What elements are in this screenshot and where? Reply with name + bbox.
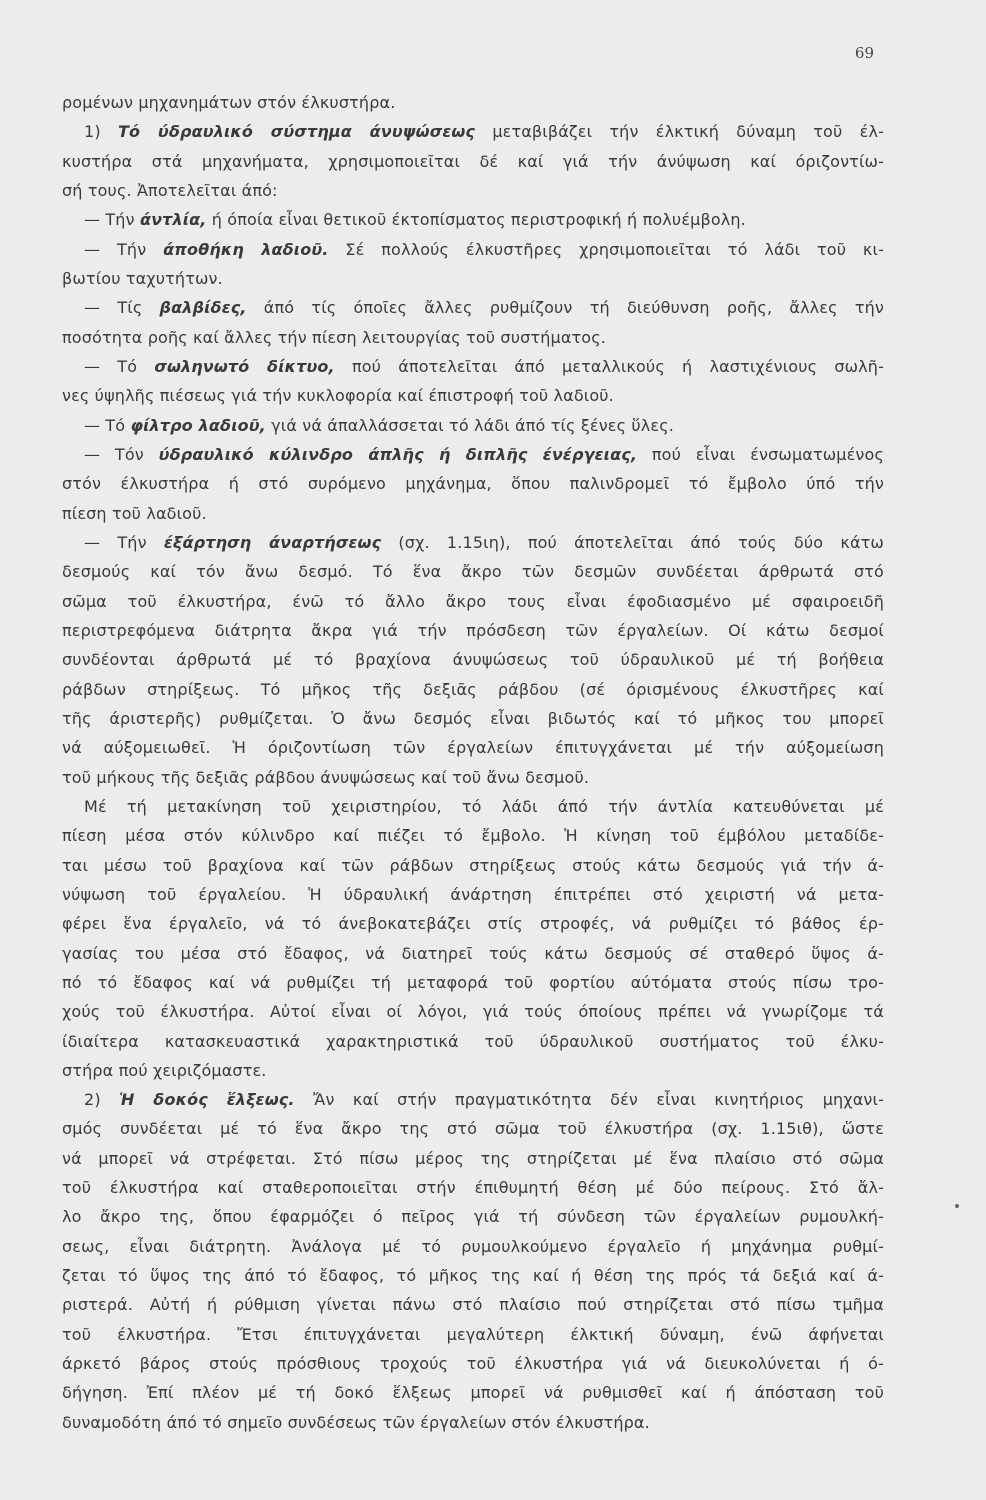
text-line xyxy=(62,1027,884,1056)
text-run: ή όποία εἶναι θετικοῦ έκτοπίσματος περιστροφική ή πολυέμβολη. xyxy=(206,210,746,230)
text-run: πού άποτελεῖται άπό μεταλλικούς ή λαστιχένιους σωλῆ- xyxy=(334,356,884,376)
emphasized-term: Ἡ δοκός ἕλξεως. xyxy=(119,1090,295,1110)
body-text xyxy=(62,88,884,1437)
text-run: δήγηση. Ἐπί πλέον μέ τή δοκό ἕλξεως μπορεῖ νά ρυθμισθεῖ καί ή άπόσταση τοῦ xyxy=(62,1383,884,1403)
text-run: τῆς άριστερῆς) ρυθμίζεται. Ὁ ἄνω δεσμός εἶναι βιδωτός καί τό μῆκος του μπορεῖ xyxy=(62,708,884,728)
text-run: νά μπορεῖ νά στρέφεται. Στό πίσω μέρος της στηρίζεται μέ ἕνα πλαίσιο στό σῶμα xyxy=(62,1148,884,1168)
text-run: ζεται τό ὕψος της άπό τό ἔδαφος, τό μῆκος της καί ή θέση της πρός τά δεξιά καί ά- xyxy=(62,1266,884,1286)
text-run: ίδιαίτερα κατασκευαστικά χαρακτηριστικά τοῦ ύδραυλικοῦ συστήματος τοῦ έλκυ- xyxy=(62,1031,884,1051)
text-run: πίεση τοῦ λαδιοῦ. xyxy=(62,503,207,523)
emphasized-term: φίλτρο λαδιοῦ, xyxy=(130,415,266,435)
text-run: 1) xyxy=(84,122,118,142)
emphasized-term: Τό ύδραυλικό σύστημα άνυψώσεως xyxy=(117,122,476,142)
text-line xyxy=(62,1202,884,1231)
text-run: — Τήν xyxy=(84,239,164,259)
text-line xyxy=(62,557,884,586)
text-line xyxy=(62,293,884,322)
text-line xyxy=(62,645,884,674)
text-line xyxy=(62,117,884,146)
emphasized-term: άποθήκη λαδιοῦ. xyxy=(163,239,329,259)
text-run: γιά νά άπαλλάσσεται τό λάδι άπό τίς ξένες ὕλες. xyxy=(265,415,674,435)
text-run: συνδέονται άρθρωτά μέ τό βραχίονα άνυψώσεως τοῦ ύδραυλικοῦ μέ τή βοήθεια xyxy=(62,650,884,670)
text-line xyxy=(62,997,884,1026)
text-run: τοῦ έλκυστήρα. Ἔτσι έπιτυγχάνεται μεγαλύτερη έλκτική δύναμη, ένῶ άφήνεται xyxy=(62,1324,884,1344)
text-run: ρομένων μηχανημάτων στόν έλκυστήρα. xyxy=(62,93,396,112)
text-run: δεσμούς καί τόν ἄνω δεσμό. Τό ἕνα ἄκρο τῶν δεσμῶν συνδέεται άρθρωτά στό xyxy=(62,562,884,582)
text-run: — Τήν xyxy=(84,532,164,552)
text-run: φέρει ἕνα έργαλεῖο, νά τό άνεβοκατεβάζει στίς στροφές, νά ρυθμίζει τό βάθος έρ- xyxy=(62,914,884,934)
text-line xyxy=(62,1290,884,1319)
text-run: — Τίς xyxy=(84,298,160,318)
text-run: ριστερά. Αὐτή ή ρύθμιση γίνεται πάνω στό πλαίσιο πού στηρίζεται στό πίσω τμῆμα xyxy=(62,1295,884,1315)
text-line xyxy=(62,763,884,792)
text-line xyxy=(62,939,884,968)
text-line xyxy=(62,1085,884,1114)
text-run: κυστήρα στά μηχανήματα, χρησιμοποιεῖται δέ καί γιά τήν άνύψωση καί όριζοντίω- xyxy=(62,151,884,171)
text-run: Ἄν καί στήν πραγματικότητα δέν εἶναι κινητήριος μηχανι- xyxy=(294,1090,884,1110)
text-line xyxy=(62,1232,884,1261)
text-line xyxy=(62,792,884,821)
text-line xyxy=(62,235,884,264)
text-run: νες ύψηλῆς πιέσεως γιά τήν κυκλοφορία καί έπιστροφή τοῦ λαδιοῦ. xyxy=(62,386,614,406)
text-run: πού εἶναι ένσωματωμένος xyxy=(637,444,884,464)
text-run: ποσότητα ροῆς καί ἄλλες τήν πίεση λειτουργίας τοῦ συστήματος. xyxy=(62,327,607,347)
text-line xyxy=(62,264,884,293)
text-run: λο ἄκρο της, ὅπου έφαρμόζει ό πεῖρος γιά τή σύνδεση τῶν έργαλείων ρυμουλκή- xyxy=(62,1207,884,1227)
text-line xyxy=(62,1144,884,1173)
text-line xyxy=(62,440,884,469)
text-run: Μέ τή μετακίνηση τοῦ χειριστηρίου, τό λάδι άπό τήν άντλία κατευθύνεται μέ xyxy=(84,796,884,816)
text-line xyxy=(62,147,884,176)
emphasized-term: ύδραυλικό κύλινδρο άπλῆς ή διπλῆς ένέργειας, xyxy=(158,444,638,464)
text-run: — Τό xyxy=(84,415,131,435)
emphasized-term: έξάρτηση άναρτήσεως xyxy=(163,532,382,552)
text-run: σμός συνδέεται μέ τό ἕνα ἄκρο της στό σῶμα τοῦ έλκυστήρα (σχ. 1.15ιθ), ὥστε xyxy=(62,1119,884,1139)
ink-speck xyxy=(955,1204,959,1208)
text-line xyxy=(62,675,884,704)
text-run: — Τόν xyxy=(84,444,159,464)
text-run: Σέ πολλούς έλκυστῆρες χρησιμοποιεῖται τό λάδι τοῦ κι- xyxy=(328,239,884,259)
text-run: βωτίου ταχυτήτων. xyxy=(62,268,223,288)
text-line xyxy=(62,968,884,997)
text-line xyxy=(62,469,884,498)
text-run: — Τήν xyxy=(84,210,140,230)
text-line xyxy=(62,880,884,909)
text-line xyxy=(62,821,884,850)
emphasized-term: σωληνωτό δίκτυο, xyxy=(154,356,335,376)
text-line xyxy=(62,1349,884,1378)
text-run: (σχ. 1.15ιη), πού άποτελεῖται άπό τούς δύο κάτω xyxy=(381,532,884,552)
text-run: τοῦ μήκους τῆς δεξιᾶς ράβδου άνυψώσεως καί τοῦ ἄνω δεσμοῦ. xyxy=(62,767,590,787)
text-run: 2) xyxy=(84,1090,120,1110)
text-line xyxy=(62,411,884,440)
text-line xyxy=(62,528,884,557)
emphasized-term: βαλβίδες, xyxy=(159,298,247,318)
text-line xyxy=(62,352,884,381)
text-line xyxy=(62,587,884,616)
text-run: πό τό ἔδαφος καί νά ρυθμίζει τή μεταφορά τοῦ φορτίου αύτόματα στούς πίσω τρο- xyxy=(62,972,884,992)
text-line xyxy=(62,1114,884,1143)
text-run: πίεση μέσα στόν κύλινδρο καί πιέζει τό ἔμβολο. Ἡ κίνηση τοῦ έμβόλου μεταδίδε- xyxy=(62,826,884,846)
emphasized-term: άντλία, xyxy=(139,210,207,230)
text-run: άπό τίς όποῖες ἄλλες ρυθμίζουν τή διεύθυνση ροῆς, ἄλλες τήν xyxy=(246,298,884,318)
text-run: ράβδων στηρίξεως. Τό μῆκος τῆς δεξιᾶς ράβδου (σέ όρισμένους έλκυστῆρες καί xyxy=(62,679,884,699)
text-run: σεως, εἶναι διάτρητη. Ἀνάλογα μέ τό ρυμουλκούμενο έργαλεῖο ή μηχάνημα ρυθμί- xyxy=(62,1236,884,1256)
text-run: νύψωση τοῦ έργαλείου. Ἡ ύδραυλική άνάρτηση έπιτρέπει στό χειριστή νά μετα- xyxy=(62,884,884,904)
text-line xyxy=(62,1261,884,1290)
text-line xyxy=(62,1408,884,1437)
text-line xyxy=(62,909,884,938)
text-run: τοῦ έλκυστήρα καί σταθεροποιεῖται στήν έπιθυμητή θέση μέ δύο πείρους. Στό ἄλ- xyxy=(62,1178,884,1198)
page-number: 69 xyxy=(854,44,874,62)
text-run: σῶμα τοῦ έλκυστήρα, ένῶ τό ἄλλο ἄκρο τους εἶναι έφοδιασμένο μέ σφαιροειδῆ xyxy=(62,591,884,611)
text-line xyxy=(62,499,884,528)
text-run: στήρα πού χειριζόμαστε. xyxy=(62,1060,267,1080)
text-run: — Τό xyxy=(84,356,155,376)
text-line xyxy=(62,323,884,352)
text-line xyxy=(62,1378,884,1407)
text-line xyxy=(62,176,884,205)
text-run: άρκετό βάρος στούς πρόσθιους τροχούς τοῦ έλκυστήρα γιά νά διευκολύνεται ή ό- xyxy=(62,1354,884,1374)
text-line xyxy=(62,851,884,880)
text-run: ται μέσω τοῦ βραχίονα καί τῶν ράβδων στηρίξεως στούς κάτω δεσμούς γιά τήν ά- xyxy=(62,855,884,875)
text-run: γασίας του μέσα στό ἔδαφος, νά διατηρεῖ τούς κάτω δεσμούς σέ σταθερό ὕψος ά- xyxy=(62,943,884,963)
text-run: νά αύξομειωθεῖ. Ἡ όριζοντίωση τῶν έργαλείων έπιτυγχάνεται μέ τήν αύξομείωση xyxy=(62,738,884,758)
text-line xyxy=(62,205,884,234)
text-line xyxy=(62,733,884,762)
text-line xyxy=(62,1056,884,1085)
text-line xyxy=(62,88,884,117)
text-run: περιστρεφόμενα διάτρητα ἄκρα γιά τήν πρόσδεση τῶν έργαλείων. Οί κάτω δεσμοί xyxy=(62,620,884,640)
text-run: χούς τοῦ έλκυστήρα. Αὐτοί εἶναι οί λόγοι, γιά τούς όποίους πρέπει νά γνωρίζομε τά xyxy=(62,1002,884,1022)
text-line xyxy=(62,616,884,645)
text-run: μεταβιβάζει τήν έλκτική δύναμη τοῦ έλ- xyxy=(475,122,884,142)
text-line xyxy=(62,1320,884,1349)
text-line xyxy=(62,1173,884,1202)
text-line xyxy=(62,381,884,410)
text-run: σή τους. Ἀποτελεῖται άπό: xyxy=(62,180,278,200)
text-run: δυναμοδότη άπό τό σημεῖο συνδέσεως τῶν έργαλείων στόν έλκυστήρα. xyxy=(62,1412,650,1432)
text-line xyxy=(62,704,884,733)
text-run: στόν έλκυστήρα ή στό συρόμενο μηχάνημα, ὅπου παλινδρομεῖ τό ἔμβολο ύπό τήν xyxy=(62,474,884,494)
